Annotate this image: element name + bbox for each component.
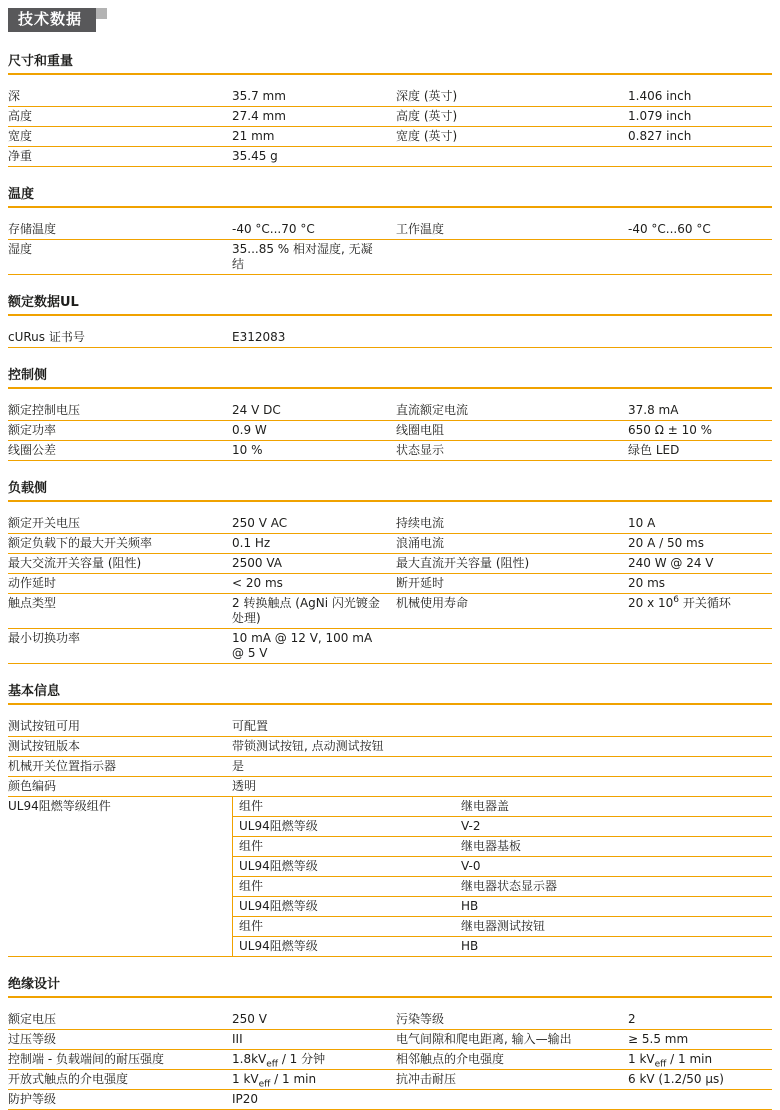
section-rows bbox=[8, 717, 772, 957]
row-value: 24 V DC bbox=[232, 403, 281, 417]
row-value: 可配置 bbox=[232, 719, 269, 733]
nested-row-label: 组件 bbox=[239, 919, 264, 933]
row-value: 1 $kV_{eff} / 1$ min bbox=[628, 1052, 713, 1070]
row-value: 20 x $10^6$ 开关循环 bbox=[628, 595, 731, 610]
row-label: 净重 bbox=[8, 149, 33, 163]
table-row bbox=[8, 1090, 772, 1110]
table-row bbox=[8, 220, 772, 240]
row-value bbox=[628, 240, 772, 255]
row-value: 10 A bbox=[628, 516, 656, 530]
row-value: E312083 bbox=[232, 330, 286, 344]
row-label: 状态显示 bbox=[396, 443, 445, 457]
table-row bbox=[8, 240, 772, 275]
row-label: 机械使用寿命 bbox=[396, 596, 469, 610]
nested-row bbox=[233, 797, 772, 817]
table-row bbox=[8, 574, 772, 594]
row-value: 37.8 mA bbox=[628, 403, 679, 417]
section-rows bbox=[8, 220, 772, 275]
row-value: 250 V bbox=[232, 1012, 267, 1026]
row-label: 宽度 (英寸) bbox=[396, 129, 458, 143]
page-header bbox=[8, 8, 772, 32]
row-label: 最大直流开关容量 (阻性) bbox=[396, 556, 530, 570]
nested-row bbox=[233, 917, 772, 937]
row-value: 35.45 g bbox=[232, 149, 278, 163]
table-row bbox=[8, 328, 772, 348]
section bbox=[8, 684, 772, 957]
row-value: 35...85 % 相对湿度, 无凝结 bbox=[232, 242, 373, 271]
table-row bbox=[8, 1070, 772, 1090]
row-value: 1 $kV_{eff} / 1$ min bbox=[232, 1072, 317, 1090]
row-label: 污染等级 bbox=[396, 1012, 445, 1026]
row-value: 1.406 inch bbox=[628, 89, 692, 103]
section-rows bbox=[8, 328, 772, 348]
table-row bbox=[8, 147, 772, 167]
table-row bbox=[8, 737, 772, 757]
row-label: 深度 (英寸) bbox=[396, 89, 458, 103]
row-label: 持续电流 bbox=[396, 516, 445, 530]
table-row bbox=[8, 1050, 772, 1070]
nested-row-label: UL94阻燃等级 bbox=[239, 859, 318, 873]
row-value: 6 kV (1.2/50 μs) bbox=[628, 1072, 724, 1086]
table-row bbox=[8, 554, 772, 574]
row-value: 0.1 Hz bbox=[232, 536, 271, 550]
row-value: 2 转换触点 (AgNi 闪光镀金处理) bbox=[232, 596, 380, 625]
row-value: 10 mA @ 12 V, 100 mA @ 5 V bbox=[232, 631, 373, 660]
row-value: 10 % bbox=[232, 443, 263, 457]
row-label: 线圈电阻 bbox=[396, 423, 445, 437]
table-row bbox=[8, 1010, 772, 1030]
row-value: 21 mm bbox=[232, 129, 275, 143]
row-value: 透明 bbox=[232, 779, 257, 793]
table-row-nested bbox=[8, 797, 772, 957]
row-label: 高度 (英寸) bbox=[396, 109, 458, 123]
row-value: III bbox=[232, 1032, 243, 1046]
row-label: 测试按钮版本 bbox=[8, 739, 81, 753]
row-value: 1.079 inch bbox=[628, 109, 692, 123]
nested-row bbox=[233, 937, 772, 956]
table-row bbox=[8, 629, 772, 664]
nested-row bbox=[233, 897, 772, 917]
row-value: 27.4 mm bbox=[232, 109, 286, 123]
sections bbox=[8, 54, 772, 1110]
row-label: 过压等级 bbox=[8, 1032, 57, 1046]
section bbox=[8, 977, 772, 1110]
row-value: ≥ 5.5 mm bbox=[628, 1032, 689, 1046]
row-label: 额定电压 bbox=[8, 1012, 57, 1026]
nested-row-label: UL94阻燃等级 bbox=[239, 939, 318, 953]
row-value: -40 °C...60 °C bbox=[628, 222, 711, 236]
nested-row-value: 继电器状态显示器 bbox=[461, 879, 558, 893]
row-value: < 20 ms bbox=[232, 576, 283, 590]
row-label: 触点类型 bbox=[8, 596, 57, 610]
section-rows bbox=[8, 401, 772, 461]
section-rows bbox=[8, 1010, 772, 1110]
row-value: 650 Ω ± 10 % bbox=[628, 423, 713, 437]
nested-row-value: 继电器测试按钮 bbox=[461, 919, 546, 933]
nested-row-value: HB bbox=[461, 939, 479, 953]
row-label: 断开延时 bbox=[396, 576, 445, 590]
section bbox=[8, 187, 772, 275]
table-row bbox=[8, 401, 772, 421]
nested-table bbox=[232, 797, 772, 956]
row-value: -40 °C...70 °C bbox=[232, 222, 315, 236]
nested-row bbox=[233, 817, 772, 837]
table-row bbox=[8, 1030, 772, 1050]
table-row bbox=[8, 757, 772, 777]
row-value: $1.8kV_{eff} / 1$ 分钟 bbox=[232, 1052, 326, 1070]
row-label: cURus 证书号 bbox=[8, 330, 85, 344]
table-row bbox=[8, 777, 772, 797]
nested-row bbox=[233, 837, 772, 857]
section-title: 基本信息 bbox=[8, 684, 772, 705]
row-label: 相邻触点的介电强度 bbox=[396, 1052, 505, 1066]
section-rows bbox=[8, 87, 772, 167]
table-row bbox=[8, 87, 772, 107]
row-value: 250 V AC bbox=[232, 516, 288, 530]
section bbox=[8, 481, 772, 664]
row-value: 35.7 mm bbox=[232, 89, 286, 103]
row-label: 直流额定电流 bbox=[396, 403, 469, 417]
header-notch bbox=[96, 8, 107, 19]
row-label: 电气间隙和爬电距离, 输入—输出 bbox=[396, 1032, 572, 1046]
nested-row-value: 继电器盖 bbox=[461, 799, 510, 813]
row-label: 抗冲击耐压 bbox=[396, 1072, 457, 1086]
nested-row-label: 组件 bbox=[239, 799, 264, 813]
nested-row-value: V-2 bbox=[461, 819, 481, 833]
row-label: 额定功率 bbox=[8, 423, 57, 437]
row-label: 高度 bbox=[8, 109, 33, 123]
nested-row-label: 组件 bbox=[239, 839, 264, 853]
row-label bbox=[396, 629, 628, 644]
row-value: 带锁测试按钮, 点动测试按钮 bbox=[232, 739, 384, 753]
nested-row-label: UL94阻燃等级 bbox=[239, 899, 318, 913]
row-label: 最小切换功率 bbox=[8, 631, 81, 645]
row-label: 控制端 - 负载端间的耐压强度 bbox=[8, 1052, 164, 1066]
row-value: 0.827 inch bbox=[628, 129, 692, 143]
table-row bbox=[8, 421, 772, 441]
table-row bbox=[8, 514, 772, 534]
row-label: 工作温度 bbox=[396, 222, 445, 236]
row-value: IP20 bbox=[232, 1092, 259, 1106]
row-label: 宽度 bbox=[8, 129, 33, 143]
table-row bbox=[8, 107, 772, 127]
row-value: 20 ms bbox=[628, 576, 666, 590]
table-row bbox=[8, 441, 772, 461]
row-label: 额定负载下的最大开关频率 bbox=[8, 536, 153, 550]
section-rows bbox=[8, 514, 772, 664]
nested-row-value: HB bbox=[461, 899, 479, 913]
row-label: 线圈公差 bbox=[8, 443, 57, 457]
section bbox=[8, 295, 772, 348]
table-row bbox=[8, 717, 772, 737]
row-label: 额定开关电压 bbox=[8, 516, 81, 530]
nested-row bbox=[233, 857, 772, 877]
section-title: 温度 bbox=[8, 187, 772, 208]
row-label: 动作延时 bbox=[8, 576, 57, 590]
row-value: 2500 VA bbox=[232, 556, 283, 570]
row-label: UL94阻燃等级组件 bbox=[8, 799, 111, 813]
row-label bbox=[396, 328, 628, 343]
row-value bbox=[628, 328, 772, 343]
row-label: 防护等级 bbox=[8, 1092, 57, 1106]
row-value: 240 W @ 24 V bbox=[628, 556, 714, 570]
nested-row-value: 继电器基板 bbox=[461, 839, 522, 853]
section-title: 控制侧 bbox=[8, 368, 772, 389]
nested-row-label: 组件 bbox=[239, 879, 264, 893]
row-value bbox=[628, 1090, 772, 1105]
section bbox=[8, 54, 772, 167]
row-label: 深 bbox=[8, 89, 21, 103]
row-label: 浪涌电流 bbox=[396, 536, 445, 550]
row-label: 开放式触点的介电强度 bbox=[8, 1072, 129, 1086]
row-value bbox=[628, 629, 772, 644]
row-value: 2 bbox=[628, 1012, 636, 1026]
page-title: 技术数据 bbox=[8, 8, 96, 32]
nested-row-value: V-0 bbox=[461, 859, 481, 873]
row-value: 绿色 LED bbox=[628, 443, 680, 457]
section-title: 负载侧 bbox=[8, 481, 772, 502]
row-value bbox=[628, 147, 772, 162]
row-label: 最大交流开关容量 (阻性) bbox=[8, 556, 142, 570]
nested-row bbox=[233, 877, 772, 897]
section-title: 额定数据UL bbox=[8, 295, 772, 316]
row-label bbox=[396, 240, 628, 255]
row-label bbox=[396, 147, 628, 162]
section-title: 尺寸和重量 bbox=[8, 54, 772, 75]
row-label: 测试按钮可用 bbox=[8, 719, 81, 733]
row-value: 20 A / 50 ms bbox=[628, 536, 704, 550]
row-label: 额定控制电压 bbox=[8, 403, 81, 417]
nested-row-label: UL94阻燃等级 bbox=[239, 819, 318, 833]
row-label bbox=[396, 1090, 628, 1105]
section bbox=[8, 368, 772, 461]
table-row bbox=[8, 594, 772, 629]
section-title: 绝缘设计 bbox=[8, 977, 772, 998]
table-row bbox=[8, 127, 772, 147]
row-label: 机械开关位置指示器 bbox=[8, 759, 117, 773]
row-label: 湿度 bbox=[8, 242, 33, 256]
table-row bbox=[8, 534, 772, 554]
row-label: 存储温度 bbox=[8, 222, 57, 236]
row-label: 颜色编码 bbox=[8, 779, 57, 793]
row-value: 是 bbox=[232, 759, 245, 773]
row-value: 0.9 W bbox=[232, 423, 267, 437]
